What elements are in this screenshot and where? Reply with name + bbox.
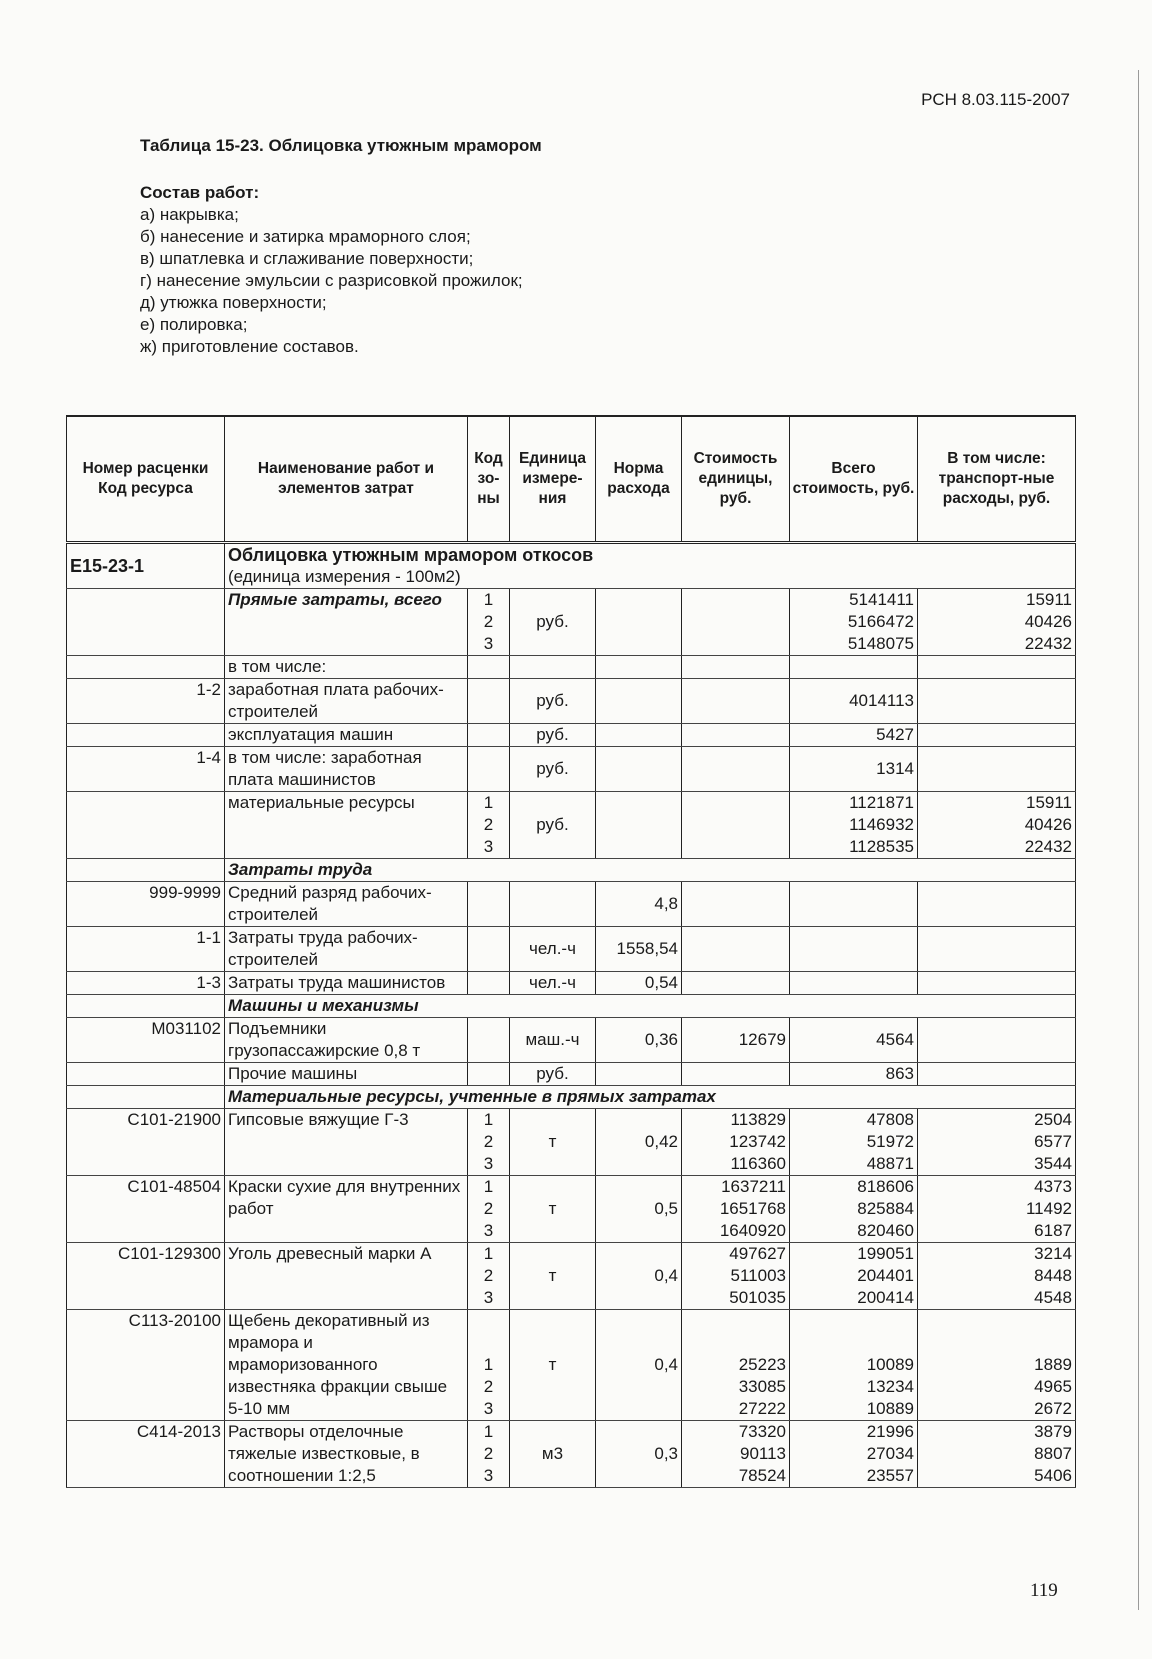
works-item: в) шпатлевка и сглаживание поверхности; <box>140 249 474 268</box>
total-value: 23557 <box>866 1466 914 1485</box>
transport-value: 11492 <box>1025 1199 1072 1218</box>
materials-body <box>67 1109 1076 1488</box>
unit-price-cell <box>682 1109 790 1176</box>
transport-value: 22432 <box>1024 634 1072 653</box>
total-cell <box>790 589 918 656</box>
works-heading: Состав работ: <box>140 183 260 202</box>
col-header-code: Номер расценки Код ресурса <box>67 416 225 543</box>
zone-value: 1 <box>483 1177 494 1196</box>
works-item: е) полировка; <box>140 315 248 334</box>
total-value: 27034 <box>866 1444 914 1463</box>
transport-value: 3879 <box>1034 1422 1072 1441</box>
material-row <box>67 1310 1076 1421</box>
transport-value: 15911 <box>1025 590 1072 609</box>
total-value: 47808 <box>866 1110 914 1129</box>
zone-value: 1 <box>483 590 494 609</box>
total-cell <box>790 792 918 859</box>
unit-price-value: 1651768 <box>719 1199 786 1218</box>
norm-cell: 0,42 <box>596 1109 682 1176</box>
unit-cell: руб. <box>510 747 596 792</box>
col-header-unit: Единица измере-ния <box>510 416 596 543</box>
unit-cell: чел.-ч <box>510 927 596 972</box>
zone-cell <box>468 1109 510 1176</box>
resource-name: Растворы отделочные тяжелые известковые, в соотношении 1:2,5 <box>225 1421 468 1488</box>
unit-price-value: 90113 <box>739 1444 786 1463</box>
transport-value: 2504 <box>1034 1110 1072 1129</box>
total-value: 1146932 <box>849 815 914 834</box>
resource-code: 1-2 <box>67 679 225 724</box>
rate-code: Е15-23-1 <box>67 543 225 589</box>
page-edge-rule <box>1138 70 1139 1610</box>
section-row <box>67 1086 1076 1109</box>
transport-cell <box>918 792 1076 859</box>
empty-cell <box>67 656 225 679</box>
material-row <box>67 1176 1076 1243</box>
works-composition <box>140 182 523 358</box>
zone-cell <box>468 792 510 859</box>
total-cell <box>790 1243 918 1310</box>
unit-cell: м3 <box>510 1421 596 1488</box>
table-row <box>67 679 1076 724</box>
zone-cell <box>468 1243 510 1310</box>
resource-code: С414-2013 <box>67 1421 225 1488</box>
zone-cell <box>468 1176 510 1243</box>
total-value: 199051 <box>857 1244 914 1263</box>
table-row <box>67 543 1076 589</box>
transport-cell <box>918 1310 1076 1421</box>
table-row <box>67 1063 1076 1086</box>
section-title: Машины и механизмы <box>225 995 1076 1018</box>
zone-value: 3 <box>483 1288 494 1307</box>
table-row <box>67 656 1076 679</box>
section-title: Материальные ресурсы, учтенные в прямых затратах <box>225 1086 1076 1109</box>
unit-price-value: 113829 <box>730 1110 786 1129</box>
resource-code: 1-4 <box>67 747 225 792</box>
resource-name: материальные ресурсы <box>225 792 468 859</box>
resource-name: эксплуатация машин <box>225 724 468 747</box>
transport-value: 4965 <box>1034 1377 1072 1396</box>
resource-name: в том числе: заработная плата машинистов <box>225 747 468 792</box>
table-header-row <box>67 416 1076 543</box>
zone-value: 3 <box>483 1221 494 1240</box>
unit-cell: руб. <box>510 679 596 724</box>
resource-name: Краски сухие для внутренних работ <box>225 1176 468 1243</box>
zone-value: 3 <box>483 1154 494 1173</box>
unit-price-value: 511003 <box>730 1266 786 1285</box>
unit-price-value: 501035 <box>729 1288 786 1307</box>
section-title: Затраты труда <box>225 859 1076 882</box>
zone-value: 3 <box>483 634 494 653</box>
unit-price-cell <box>682 1243 790 1310</box>
unit-price-value: 123742 <box>729 1132 786 1151</box>
table-row <box>67 792 1076 859</box>
unit-price-value: 497627 <box>729 1244 786 1263</box>
col-header-zone: Код зо-ны <box>468 416 510 543</box>
unit-price-cell <box>682 1421 790 1488</box>
zone-value: 1 <box>483 793 494 812</box>
transport-value: 8448 <box>1034 1266 1072 1285</box>
zone-value: 3 <box>483 837 494 856</box>
total-value: 48871 <box>866 1154 914 1173</box>
norm-cell: 0,4 <box>596 1310 682 1421</box>
unit-cell: т <box>510 1243 596 1310</box>
zone-value: 2 <box>483 815 494 834</box>
transport-cell <box>918 1176 1076 1243</box>
transport-cell <box>918 1421 1076 1488</box>
unit-price-value: 116360 <box>730 1154 786 1173</box>
table-row <box>67 747 1076 792</box>
transport-value: 4548 <box>1034 1288 1072 1307</box>
zone-value: 1 <box>483 1422 494 1441</box>
table-row <box>67 724 1076 747</box>
resource-code: 1-1 <box>67 927 225 972</box>
unit-price-value: 1640920 <box>719 1221 786 1240</box>
total-value: 1121871 <box>849 793 914 812</box>
col-header-transport: В том числе: транспорт-ные расходы, руб. <box>918 416 1076 543</box>
resource-name: Щебень декоративный из мрамора и мраморизованного известняка фракции свыше 5-10 мм <box>225 1310 468 1421</box>
material-row <box>67 1421 1076 1488</box>
resource-code: 1-3 <box>67 972 225 995</box>
works-item: а) накрывка; <box>140 205 239 224</box>
resource-name: Гипсовые вяжущие Г-3 <box>225 1109 468 1176</box>
resource-code: С101-129300 <box>67 1243 225 1310</box>
total-cell <box>790 1310 918 1421</box>
transport-cell <box>918 1243 1076 1310</box>
norm-cell: 0,4 <box>596 1243 682 1310</box>
zone-value: 2 <box>483 612 494 631</box>
unit-cell: т <box>510 1109 596 1176</box>
unit-price-cell <box>682 1310 790 1421</box>
unit-price-value: 25223 <box>738 1355 786 1374</box>
table-row <box>67 589 1076 656</box>
zone-cell <box>468 1310 510 1421</box>
col-header-name: Наименование работ и элементов затрат <box>225 416 468 543</box>
resource-name: заработная плата рабочих-строителей <box>225 679 468 724</box>
total-cell: 863 <box>790 1063 918 1086</box>
table-row <box>67 882 1076 927</box>
empty-cell <box>682 589 790 656</box>
rate-title-cell <box>225 543 1076 589</box>
unit-price-value: 27222 <box>738 1399 786 1418</box>
transport-cell <box>918 589 1076 656</box>
table-row <box>67 972 1076 995</box>
unit-price-value: 73320 <box>738 1422 786 1441</box>
unit-cell <box>510 882 596 927</box>
transport-value: 22432 <box>1024 837 1072 856</box>
unit-cell: маш.-ч <box>510 1018 596 1063</box>
unit-cell: чел.-ч <box>510 972 596 995</box>
total-value: 13234 <box>866 1377 914 1396</box>
transport-value: 5406 <box>1034 1466 1072 1485</box>
resource-code: М031102 <box>67 1018 225 1063</box>
table-title: Таблица 15-23. Облицовка утюжным мрамором <box>140 136 542 155</box>
table-row <box>67 927 1076 972</box>
unit-cell: руб. <box>510 792 596 859</box>
page-number: 119 <box>1030 1580 1058 1601</box>
zone-value: 3 <box>483 1399 494 1418</box>
resource-name: Прочие машины <box>225 1063 468 1086</box>
transport-value: 2672 <box>1034 1399 1072 1418</box>
empty-cell <box>67 589 225 656</box>
total-value: 51972 <box>866 1132 914 1151</box>
works-item: ж) приготовление составов. <box>140 337 359 356</box>
transport-value: 8807 <box>1034 1444 1072 1463</box>
norm-cell: 0,3 <box>596 1421 682 1488</box>
document-code: РСН 8.03.115-2007 <box>921 90 1070 109</box>
total-cell: 4564 <box>790 1018 918 1063</box>
zone-value: 2 <box>483 1266 494 1285</box>
total-value: 818606 <box>857 1177 914 1196</box>
resource-name: Затраты труда машинистов <box>225 972 468 995</box>
resource-code: С101-48504 <box>67 1176 225 1243</box>
transport-value: 4373 <box>1034 1177 1072 1196</box>
transport-cell <box>918 1109 1076 1176</box>
section-row <box>67 995 1076 1018</box>
resource-name: Затраты труда рабочих-строителей <box>225 927 468 972</box>
transport-value: 40426 <box>1024 612 1072 631</box>
resource-name: Подъемники грузопассажирские 0,8 т <box>225 1018 468 1063</box>
unit-cell: руб. <box>510 589 596 656</box>
zone-value: 2 <box>483 1377 494 1396</box>
unit-cell: т <box>510 1176 596 1243</box>
unit-price-cell <box>682 1176 790 1243</box>
total-cell <box>790 1421 918 1488</box>
norm-cell: 0,36 <box>596 1018 682 1063</box>
resource-code: С101-21900 <box>67 1109 225 1176</box>
transport-value: 40426 <box>1024 815 1072 834</box>
material-row <box>67 1109 1076 1176</box>
works-list <box>140 204 523 358</box>
unit-cell: т <box>510 1310 596 1421</box>
norm-cell: 1558,54 <box>596 927 682 972</box>
total-cell: 1314 <box>790 747 918 792</box>
total-value: 5141411 <box>849 590 914 609</box>
direct-costs-name: Прямые затраты, всего <box>225 589 468 656</box>
material-row <box>67 1243 1076 1310</box>
zone-value: 1 <box>483 1110 494 1129</box>
works-item: г) нанесение эмульсии с разрисовкой прожилок; <box>140 271 523 290</box>
table-row <box>67 1018 1076 1063</box>
unit-cell: руб. <box>510 1063 596 1086</box>
unit-price-value: 1637211 <box>721 1177 786 1196</box>
resource-code: С113-20100 <box>67 1310 225 1421</box>
total-cell <box>790 1176 918 1243</box>
norm-cell: 4,8 <box>596 882 682 927</box>
zone-value: 2 <box>483 1132 494 1151</box>
total-cell: 4014113 <box>790 679 918 724</box>
zone-value: 1 <box>483 1355 494 1374</box>
total-value: 21996 <box>866 1422 914 1441</box>
transport-value: 1889 <box>1034 1355 1072 1374</box>
including-label: в том числе: <box>225 656 468 679</box>
rate-name: Облицовка утюжным мрамором откосов <box>228 545 594 565</box>
total-value: 825884 <box>857 1199 914 1218</box>
zone-cell <box>468 1421 510 1488</box>
rate-unit-note: (единица измерения - 100м2) <box>228 567 461 586</box>
unit-cell: руб. <box>510 724 596 747</box>
total-value: 1128535 <box>849 837 914 856</box>
resource-code: 999-9999 <box>67 882 225 927</box>
total-value: 10089 <box>866 1355 914 1374</box>
total-value: 820460 <box>857 1221 914 1240</box>
total-value: 204401 <box>857 1266 914 1285</box>
zone-cell <box>468 589 510 656</box>
total-value: 10889 <box>866 1399 914 1418</box>
norm-cell: 0,54 <box>596 972 682 995</box>
resource-name: Средний разряд рабочих-строителей <box>225 882 468 927</box>
transport-value: 15911 <box>1025 793 1072 812</box>
section-row <box>67 859 1076 882</box>
transport-value: 3544 <box>1034 1154 1072 1173</box>
unit-price-value: 33085 <box>738 1377 786 1396</box>
total-cell <box>790 1109 918 1176</box>
resource-name: Уголь древесный марки А <box>225 1243 468 1310</box>
total-value: 5166472 <box>847 612 914 631</box>
empty-cell <box>596 589 682 656</box>
unit-price-value: 78524 <box>738 1466 786 1485</box>
zone-value: 2 <box>483 1444 494 1463</box>
col-header-norm: Норма расхода <box>596 416 682 543</box>
transport-value: 6577 <box>1034 1132 1072 1151</box>
total-value: 200414 <box>857 1288 914 1307</box>
norm-cell: 0,5 <box>596 1176 682 1243</box>
total-value: 5148075 <box>847 634 914 653</box>
transport-value: 6187 <box>1034 1221 1072 1240</box>
works-item: б) нанесение и затирка мраморного слоя; <box>140 227 471 246</box>
zone-value: 1 <box>483 1244 494 1263</box>
unit-price-cell: 12679 <box>682 1018 790 1063</box>
zone-value: 2 <box>483 1199 494 1218</box>
transport-value: 3214 <box>1034 1244 1072 1263</box>
col-header-total: Всего стоимость, руб. <box>790 416 918 543</box>
works-item: д) утюжка поверхности; <box>140 293 327 312</box>
total-cell: 5427 <box>790 724 918 747</box>
rates-table <box>66 415 1076 1488</box>
col-header-unit-price: Стоимость единицы, руб. <box>682 416 790 543</box>
zone-value: 3 <box>483 1466 494 1485</box>
